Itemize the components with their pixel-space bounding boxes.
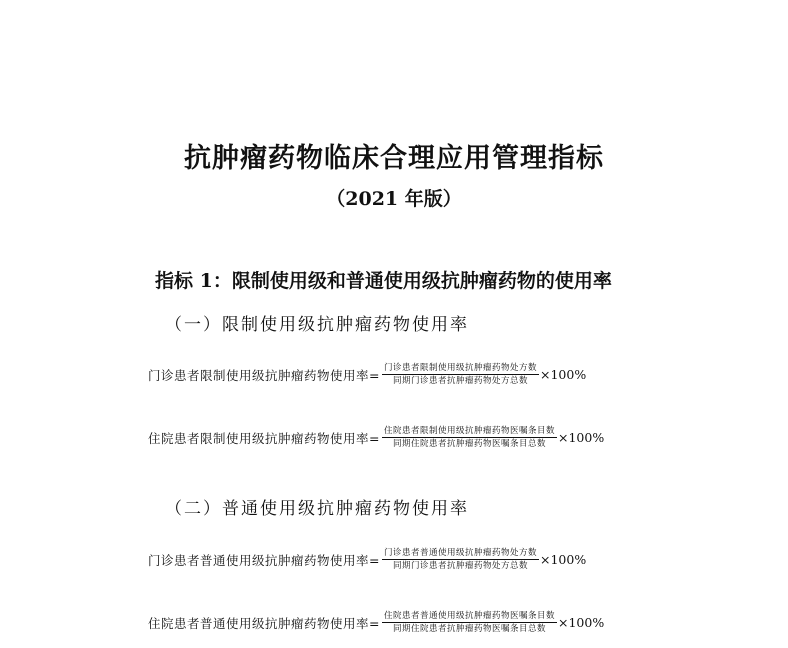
formula-denominator: 同期门诊患者抗肿瘤药物处方总数 — [392, 376, 528, 386]
formula-numerator: 住院患者普通使用级抗肿瘤药物医嘱条目数 — [383, 611, 555, 621]
formula-inpatient-general — [148, 610, 604, 635]
formula-outpatient-restricted — [148, 362, 586, 387]
formula-multiplier: ×100% — [558, 430, 605, 445]
formula-multiplier: ×100% — [540, 552, 587, 567]
formula-lhs: 门诊患者普通使用级抗肿瘤药物使用率= — [148, 552, 380, 568]
formula-multiplier: ×100% — [540, 367, 587, 382]
formula-fraction — [382, 547, 539, 572]
indicator-heading: 指标 1：限制使用级和普通使用级抗肿瘤药物的使用率 — [155, 270, 612, 292]
formula-lhs: 住院患者限制使用级抗肿瘤药物使用率= — [148, 430, 380, 446]
formula-numerator: 门诊患者普通使用级抗肿瘤药物处方数 — [383, 548, 537, 558]
formula-numerator: 门诊患者限制使用级抗肿瘤药物处方数 — [383, 363, 537, 373]
formula-denominator: 同期门诊患者抗肿瘤药物处方总数 — [392, 561, 528, 571]
formula-fraction — [382, 425, 557, 450]
formula-inpatient-restricted — [148, 425, 604, 450]
formula-lhs: 住院患者普通使用级抗肿瘤药物使用率= — [148, 615, 380, 631]
formula-denominator: 同期住院患者抗肿瘤药物医嘱条目总数 — [392, 439, 546, 449]
formula-multiplier: ×100% — [558, 615, 605, 630]
document-title: 抗肿瘤药物临床合理应用管理指标 — [184, 143, 604, 174]
formula-denominator: 同期住院患者抗肿瘤药物医嘱条目总数 — [392, 624, 546, 634]
formula-fraction — [382, 362, 539, 387]
formula-lhs: 门诊患者限制使用级抗肿瘤药物使用率= — [148, 367, 380, 383]
section-heading-general: （二）普通使用级抗肿瘤药物使用率 — [165, 499, 469, 519]
formula-numerator: 住院患者限制使用级抗肿瘤药物医嘱条目数 — [383, 426, 555, 436]
section-heading-restricted: （一）限制使用级抗肿瘤药物使用率 — [165, 315, 469, 335]
formula-outpatient-general — [148, 547, 586, 572]
formula-fraction — [382, 610, 557, 635]
document-subtitle: （2021 年版） — [326, 188, 462, 210]
